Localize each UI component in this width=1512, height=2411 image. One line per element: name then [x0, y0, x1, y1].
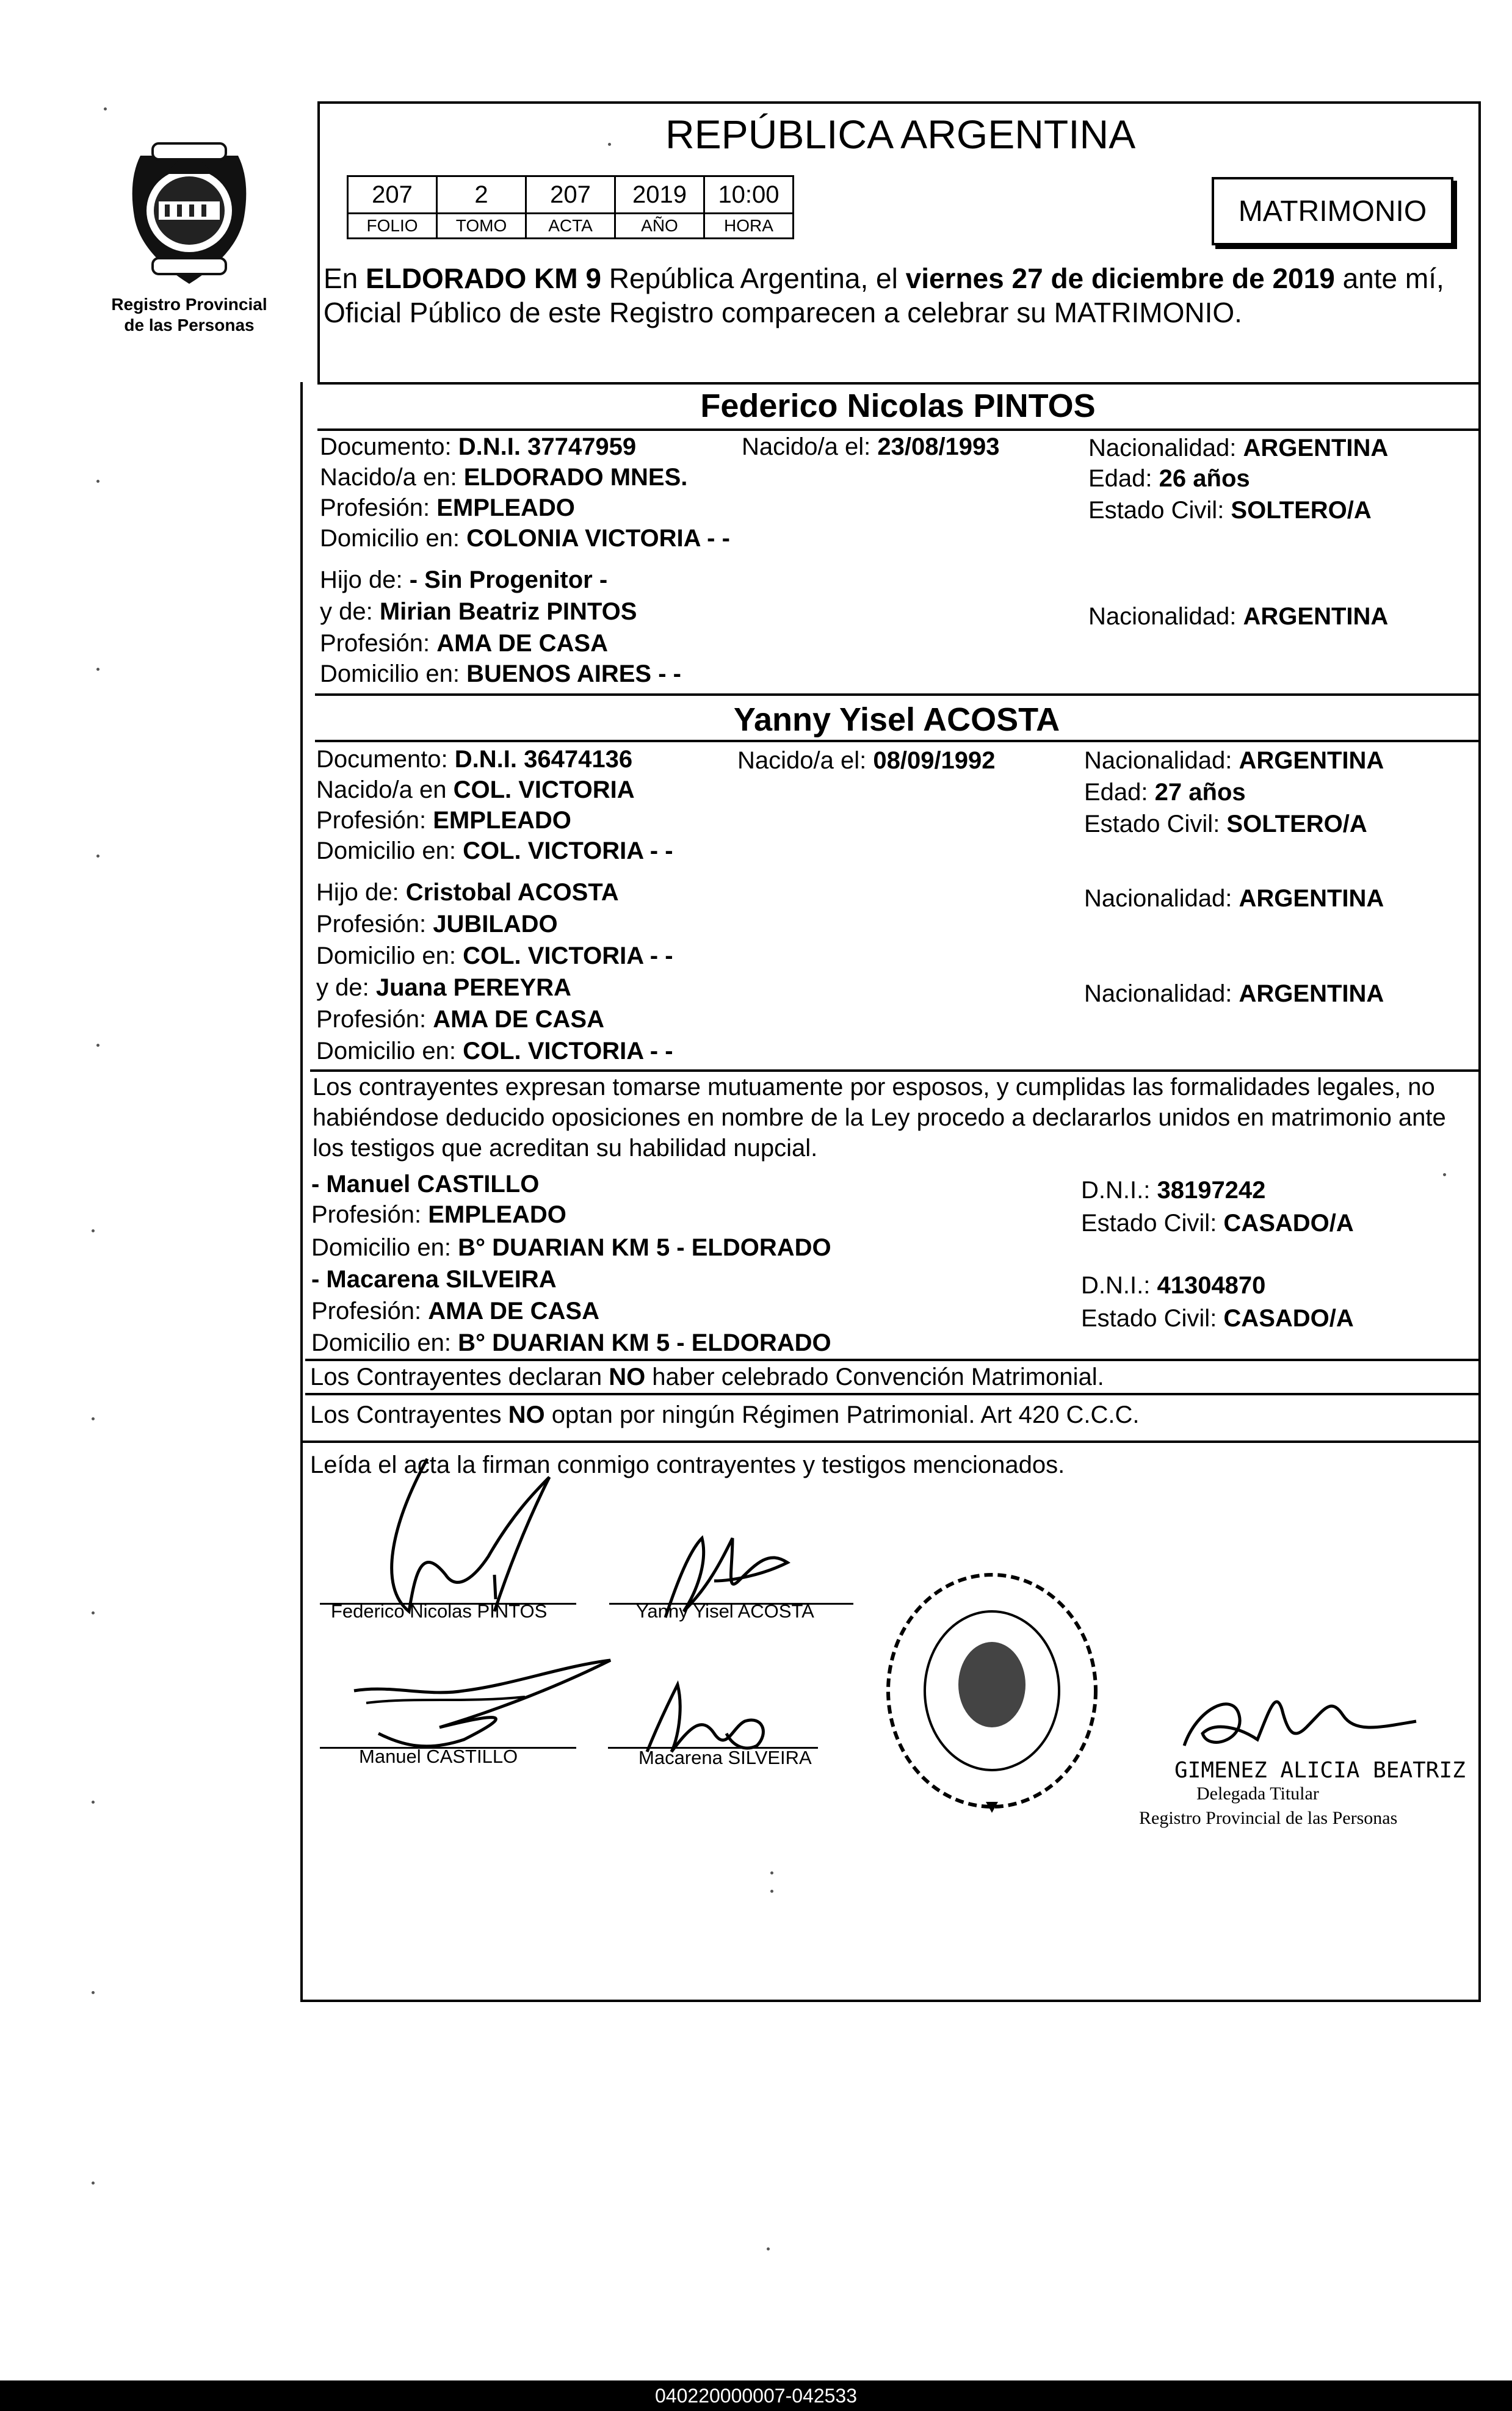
country-title: REPÚBLICA ARGENTINA — [665, 112, 1136, 157]
age-label: Edad: — [1084, 779, 1155, 806]
official-name: GIMENEZ ALICIA BEATRIZ — [1174, 1758, 1466, 1783]
mother-addr-label: Domicilio en: — [320, 660, 467, 687]
spouse2-top-rule — [315, 693, 1481, 696]
father-prof-label: Profesión: — [316, 911, 433, 938]
official-signature-scribble — [1160, 1672, 1434, 1764]
spouse2-doc — [316, 743, 632, 775]
father-nat-label: Nacionalidad: — [1084, 885, 1239, 912]
signatures-top-rule — [303, 1440, 1481, 1443]
prof-label: Profesión: — [316, 807, 433, 834]
father-value: - Sin Progenitor - — [409, 566, 608, 593]
witness2-addr — [311, 1327, 831, 1359]
registry-name-line1: Registro Provincial — [111, 295, 267, 314]
mother-value: Mirian Beatriz PINTOS — [379, 598, 637, 625]
prof-label: Profesión: — [320, 494, 437, 521]
registry-name — [85, 294, 293, 336]
born-date-value: 23/08/1993 — [877, 433, 1000, 460]
spouse1-profession — [320, 492, 575, 524]
official-stamp — [879, 1569, 1105, 1825]
civil-label: Estado Civil: — [1081, 1210, 1224, 1237]
witness2-name: - Macarena SILVEIRA — [311, 1266, 557, 1293]
dni-label: D.N.I.: — [1081, 1272, 1157, 1299]
folio-value: 207 — [348, 176, 437, 214]
spouse2-age — [1084, 776, 1246, 808]
spouse1-top-rule — [317, 382, 1481, 385]
prof-label: Profesión: — [311, 1201, 429, 1228]
witness1-name: - Manuel CASTILLO — [311, 1171, 540, 1198]
regime-line2 — [310, 1399, 1140, 1431]
father-label: Hijo de: — [316, 879, 406, 906]
spouse2-nationality — [1084, 745, 1384, 776]
spouse2-born-date — [737, 745, 996, 776]
official-title: Delegada Titular — [1196, 1784, 1319, 1804]
mother-prof-value: AMA DE CASA — [433, 1006, 604, 1033]
spouse2-father — [316, 877, 619, 908]
dni-value: 41304870 — [1157, 1272, 1266, 1299]
declaration-line3: los testigos que acreditan su habilidad nupcial. — [313, 1135, 818, 1162]
mother-label: y de: — [316, 974, 376, 1001]
age-value: 26 años — [1159, 465, 1250, 492]
footer-barcode-text: 040220000007-042533 — [655, 2384, 857, 2407]
frame-bottom-border — [300, 2000, 1481, 2002]
regime1-text-b: NO — [609, 1364, 646, 1390]
addr-value: COL. VICTORIA - - — [463, 837, 673, 864]
frame-right-border — [1478, 101, 1481, 382]
prof-value: EMPLEADO — [433, 807, 571, 834]
scan-dot — [92, 1417, 95, 1420]
spouse2-name: Yanny Yisel ACOSTA — [733, 701, 1060, 738]
tomo-label: TOMO — [437, 214, 526, 239]
prof-value: EMPLEADO — [436, 494, 575, 521]
regime-line1 — [310, 1361, 1104, 1393]
acta-label: ACTA — [526, 214, 615, 239]
scan-dot — [96, 668, 99, 671]
scan-dot — [96, 855, 99, 858]
regime-mid-rule — [305, 1393, 1481, 1395]
frame-left-border-lower — [300, 382, 303, 2001]
prof-value: AMA DE CASA — [428, 1298, 599, 1325]
born-place-value: COL. VICTORIA — [453, 776, 635, 803]
witness1-addr — [311, 1232, 831, 1263]
spouse1-mother — [320, 596, 637, 627]
tomo-value: 2 — [437, 176, 526, 214]
addr-label: Domicilio en: — [311, 1234, 458, 1261]
witness1-civil — [1081, 1207, 1354, 1239]
spouse1-doc — [320, 431, 636, 463]
scan-dot — [1443, 1173, 1446, 1176]
declaration-line2: habiéndose deducido oposiciones en nombre de la Ley procedo a declararlos unidos en matrimonio ante — [313, 1104, 1446, 1131]
spouse2-address — [316, 835, 673, 867]
age-label: Edad: — [1088, 465, 1159, 492]
civil-label: Estado Civil: — [1081, 1305, 1224, 1332]
signature-1-label: Federico Nicolas PINTOS — [331, 1600, 548, 1622]
mother-label: y de: — [320, 598, 380, 625]
signatures-intro: Leída el acta la firman conmigo contrayentes y testigos mencionados. — [310, 1451, 1065, 1478]
mother-addr-value: BUENOS AIRES - - — [466, 660, 681, 687]
scan-dot — [767, 2247, 770, 2250]
addr-value: B° DUARIAN KM 5 - ELDORADO — [458, 1234, 831, 1261]
intro-place: ELDORADO KM 9 — [366, 262, 601, 294]
civil-label: Estado Civil: — [1084, 811, 1227, 837]
stamp-seal-icon — [879, 1569, 1105, 1825]
addr-value: B° DUARIAN KM 5 - ELDORADO — [458, 1329, 831, 1356]
spouse1-mother-addr — [320, 658, 681, 690]
official-org: Registro Provincial de las Personas — [1139, 1808, 1398, 1828]
dni-value: 38197242 — [1157, 1177, 1266, 1204]
scan-dot — [92, 1991, 95, 1994]
spouse1-civil — [1088, 494, 1372, 526]
mother-addr-label: Domicilio en: — [316, 1038, 463, 1065]
folio-label: FOLIO — [348, 214, 437, 239]
addr-label: Domicilio en: — [320, 525, 467, 552]
act-type-box — [1212, 177, 1453, 245]
scan-dot — [92, 1801, 95, 1804]
regime2-text-b: NO — [508, 1401, 545, 1428]
spouse2-civil — [1084, 808, 1367, 840]
spouse1-mother-nat — [1088, 601, 1388, 632]
scan-dot — [92, 2181, 95, 2185]
intro-date: viernes 27 de diciembre de 2019 — [905, 262, 1335, 294]
civil-label: Estado Civil: — [1088, 497, 1231, 524]
civil-value: CASADO/A — [1223, 1210, 1354, 1237]
age-value: 27 años — [1154, 779, 1246, 806]
signature-4-label: Macarena SILVEIRA — [638, 1747, 812, 1768]
mother-prof-value: AMA DE CASA — [436, 630, 608, 657]
declaration-text — [313, 1072, 1446, 1163]
year-label: AÑO — [615, 214, 704, 239]
mother-nat-label: Nacionalidad: — [1088, 603, 1243, 630]
born-place-label: Nacido/a en — [316, 776, 454, 803]
mother-prof-label: Profesión: — [316, 1006, 433, 1033]
spouse2-father-addr — [316, 940, 673, 972]
scan-dot — [96, 480, 99, 483]
registry-logo — [116, 131, 262, 290]
signature-3-label: Manuel CASTILLO — [359, 1746, 518, 1767]
dni-label: D.N.I.: — [1081, 1177, 1157, 1204]
born-date-value: 08/09/1992 — [873, 747, 996, 774]
father-nat-value: ARGENTINA — [1239, 885, 1384, 912]
doc-label: Documento: — [320, 433, 458, 460]
father-value: Cristobal ACOSTA — [405, 879, 619, 906]
doc-value: D.N.I. 37747959 — [458, 433, 637, 460]
frame-top-border — [317, 101, 1481, 104]
born-date-label: Nacido/a el: — [737, 747, 874, 774]
province-seal-icon — [116, 131, 262, 290]
doc-label: Documento: — [316, 746, 455, 773]
spouse1-father — [320, 564, 607, 596]
civil-value: CASADO/A — [1223, 1305, 1354, 1332]
scan-dot — [770, 1871, 773, 1874]
signature-3-scribble — [342, 1648, 623, 1758]
witness1-dni — [1081, 1174, 1265, 1206]
scan-dot — [92, 1611, 95, 1614]
father-prof-value: JUBILADO — [433, 911, 558, 938]
witness1-prof — [311, 1199, 566, 1231]
nat-value: ARGENTINA — [1243, 435, 1389, 461]
spouse1-born-date — [742, 431, 1000, 463]
mother-nat-value: ARGENTINA — [1239, 980, 1384, 1007]
signature-1-scribble — [354, 1453, 610, 1624]
addr-value: COLONIA VICTORIA - - — [466, 525, 730, 552]
intro-line2: Oficial Público de este Registro comparecen a celebrar su MATRIMONIO. — [324, 297, 1242, 328]
witness2-prof — [311, 1295, 599, 1327]
intro-text-1: En — [324, 262, 366, 294]
scan-dot — [104, 107, 107, 110]
mother-prof-label: Profesión: — [320, 630, 437, 657]
intro-text — [324, 261, 1444, 330]
mother-addr-value: COL. VICTORIA - - — [463, 1038, 673, 1065]
civil-value: SOLTERO/A — [1231, 497, 1372, 524]
spouse1-nationality — [1088, 432, 1388, 464]
frame-left-border — [317, 101, 320, 382]
regime2-text-c: optan por ningún Régimen Patrimonial. Art 420 C.C.C. — [544, 1401, 1140, 1428]
scan-dot — [92, 1229, 95, 1232]
declaration-line1: Los contrayentes expresan tomarse mutuamente por esposos, y cumplidas las formalidades legales, no — [313, 1074, 1435, 1101]
nat-value: ARGENTINA — [1239, 747, 1384, 774]
born-place-label: Nacido/a en: — [320, 464, 464, 491]
intro-line1 — [324, 261, 1444, 295]
year-value: 2019 — [615, 176, 704, 214]
footer-bar — [0, 2380, 1512, 2411]
spouse2-mother — [316, 972, 571, 1003]
prof-value: EMPLEADO — [428, 1201, 566, 1228]
spouse2-mother-nat — [1084, 978, 1384, 1010]
mother-nat-label: Nacionalidad: — [1084, 980, 1239, 1007]
intro-text-2: República Argentina, el — [601, 262, 906, 294]
spouse1-mother-prof — [320, 627, 608, 659]
addr-label: Domicilio en: — [316, 837, 463, 864]
scan-dot — [96, 1044, 99, 1047]
spouse1-age — [1088, 463, 1250, 494]
born-date-label: Nacido/a el: — [742, 433, 878, 460]
mother-nat-value: ARGENTINA — [1243, 603, 1389, 630]
intro-text-3: ante mí, — [1334, 262, 1444, 294]
spouse2-mother-addr — [316, 1035, 673, 1067]
spouse2-name-rule — [315, 740, 1481, 742]
addr-label: Domicilio en: — [311, 1329, 458, 1356]
regime1-text-c: haber celebrado Convención Matrimonial. — [645, 1364, 1104, 1390]
civil-value: SOLTERO/A — [1226, 811, 1367, 837]
signature-2-label: Yanny Yisel ACOSTA — [636, 1600, 814, 1622]
spouse2-mother-prof — [316, 1003, 604, 1035]
registration-table — [347, 175, 794, 239]
witness2-dni — [1081, 1270, 1265, 1301]
registry-name-line2: de las Personas — [124, 316, 255, 334]
nat-label: Nacionalidad: — [1088, 435, 1243, 461]
spouse1-address — [320, 522, 730, 554]
scan-dot — [608, 143, 611, 146]
doc-value: D.N.I. 36474136 — [454, 746, 633, 773]
acta-value: 207 — [526, 176, 615, 214]
witness2-civil — [1081, 1303, 1354, 1334]
regime2-text-a: Los Contrayentes — [310, 1401, 508, 1428]
hour-label: HORA — [704, 214, 794, 239]
act-type-label: MATRIMONIO — [1238, 195, 1427, 228]
prof-label: Profesión: — [311, 1298, 429, 1325]
father-addr-label: Domicilio en: — [316, 942, 463, 969]
spouse2-father-nat — [1084, 883, 1384, 914]
mother-value: Juana PEREYRA — [375, 974, 571, 1001]
scan-dot — [770, 1890, 773, 1893]
frame-right-border-lower — [1478, 382, 1481, 2001]
hour-value: 10:00 — [704, 176, 794, 214]
spouse2-born-place — [316, 774, 635, 806]
spouse2-father-prof — [316, 908, 558, 940]
spouse1-name: Federico Nicolas PINTOS — [700, 388, 1096, 424]
father-addr-value: COL. VICTORIA - - — [463, 942, 673, 969]
spouse1-born-place — [320, 461, 687, 493]
father-label: Hijo de: — [320, 566, 410, 593]
spouse2-profession — [316, 804, 571, 836]
born-place-value: ELDORADO MNES. — [463, 464, 688, 491]
nat-label: Nacionalidad: — [1084, 747, 1239, 774]
regime1-text-a: Los Contrayentes declaran — [310, 1364, 609, 1390]
